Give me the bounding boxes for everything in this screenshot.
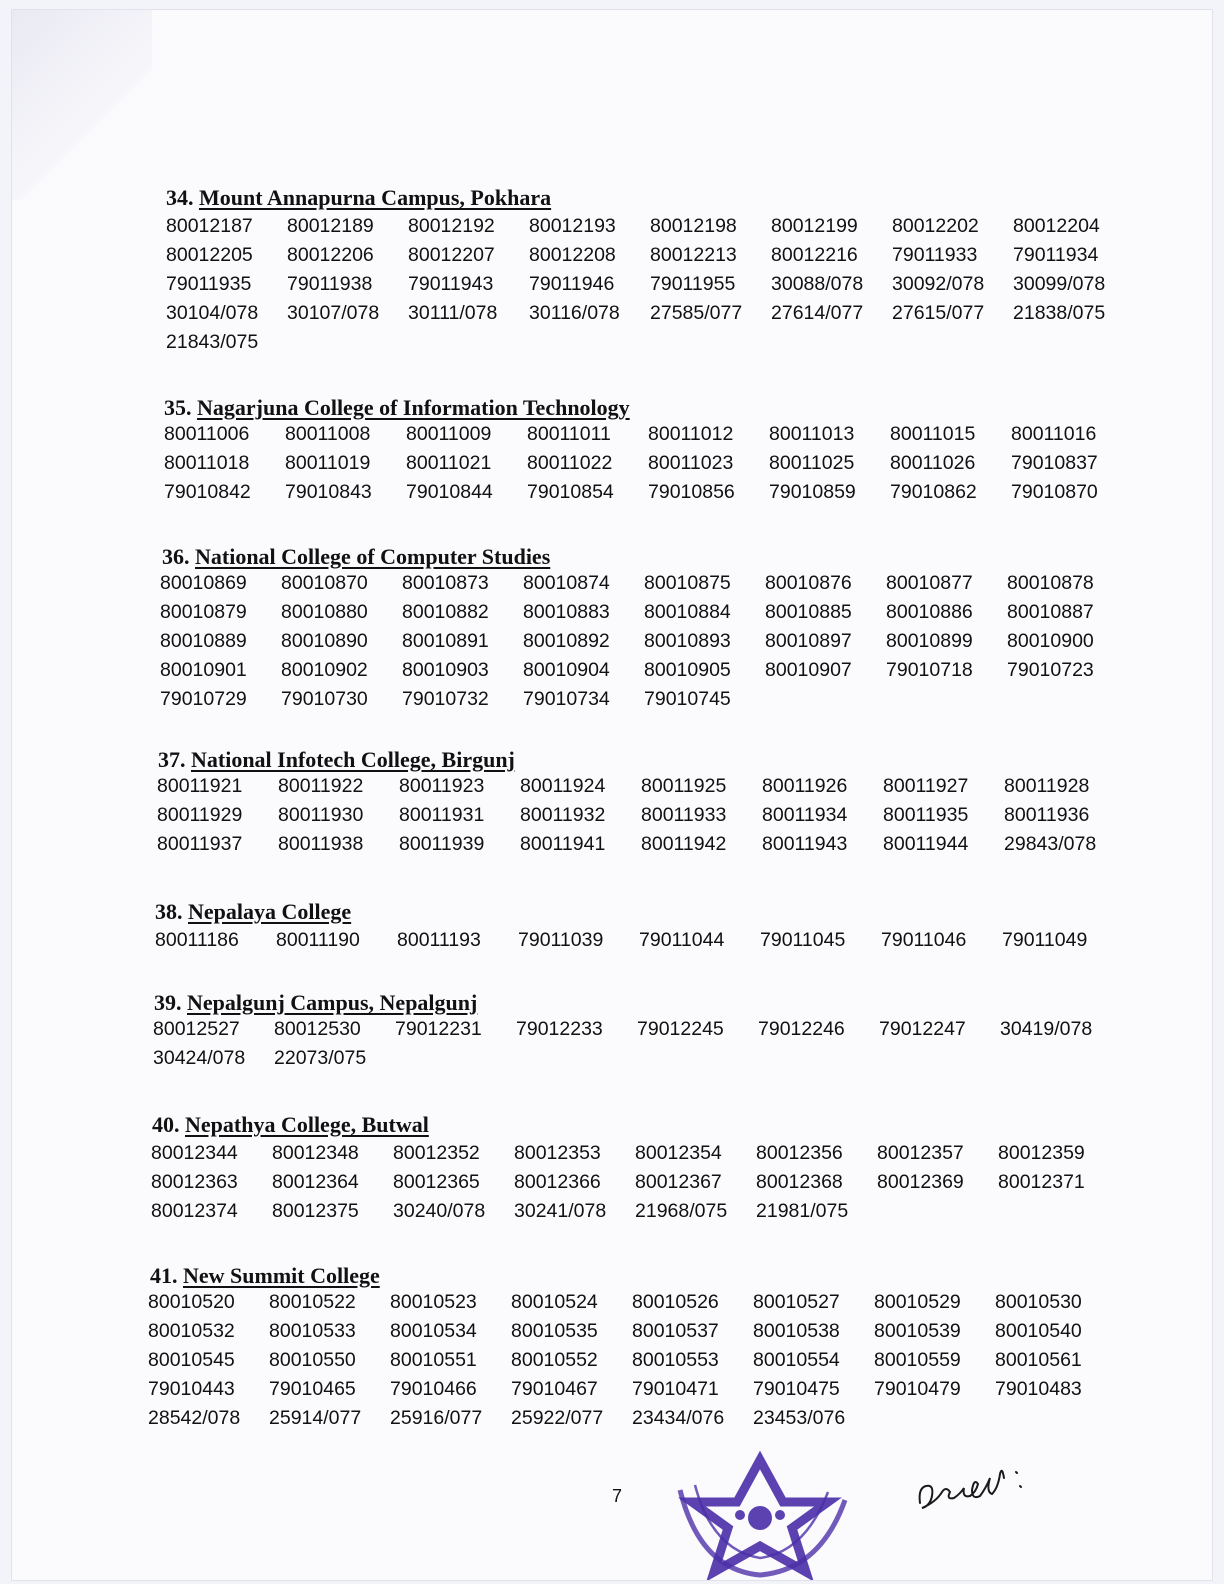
roll-number: 80010885 bbox=[765, 601, 852, 623]
roll-number: 80010537 bbox=[632, 1320, 719, 1342]
roll-number: 80012367 bbox=[635, 1171, 722, 1193]
roll-number: 80012356 bbox=[756, 1142, 843, 1164]
roll-number: 80010876 bbox=[765, 572, 852, 594]
roll-number: 30099/078 bbox=[1013, 273, 1106, 295]
roll-number: 80011009 bbox=[406, 423, 492, 445]
roll-number: 80010553 bbox=[632, 1349, 719, 1371]
section-number: 34. bbox=[166, 185, 194, 210]
section-number: 41. bbox=[150, 1263, 178, 1288]
roll-number: 79010729 bbox=[160, 688, 247, 710]
section-heading bbox=[154, 991, 477, 1015]
roll-number: 80012352 bbox=[393, 1142, 480, 1164]
roll-number: 79012233 bbox=[516, 1018, 603, 1040]
roll-number: 80012359 bbox=[998, 1142, 1085, 1164]
roll-number: 79012231 bbox=[395, 1018, 482, 1040]
roll-number: 80012208 bbox=[529, 244, 616, 266]
roll-number: 80012192 bbox=[408, 215, 495, 237]
roll-number: 27614/077 bbox=[771, 302, 864, 324]
roll-number: 80011932 bbox=[520, 804, 606, 826]
roll-number: 79011039 bbox=[518, 929, 604, 951]
roll-number: 22073/075 bbox=[274, 1047, 367, 1069]
roll-number: 80010903 bbox=[402, 659, 489, 681]
roll-number: 80012205 bbox=[166, 244, 253, 266]
roll-number: 80010523 bbox=[390, 1291, 477, 1313]
roll-number: 79011943 bbox=[408, 273, 494, 295]
roll-number: 80011931 bbox=[399, 804, 485, 826]
section-heading bbox=[166, 186, 551, 210]
roll-number: 80011190 bbox=[276, 929, 360, 951]
roll-number: 30088/078 bbox=[771, 273, 864, 295]
roll-number: 80012366 bbox=[514, 1171, 601, 1193]
section-heading bbox=[152, 1113, 429, 1137]
roll-number: 80011934 bbox=[762, 804, 848, 826]
roll-number: 80010890 bbox=[281, 630, 368, 652]
roll-number: 79011044 bbox=[639, 929, 725, 951]
roll-number: 80010870 bbox=[281, 572, 368, 594]
roll-number: 80011933 bbox=[641, 804, 727, 826]
roll-number: 80010892 bbox=[523, 630, 610, 652]
roll-number: 79010843 bbox=[285, 481, 372, 503]
roll-number: 80010534 bbox=[390, 1320, 477, 1342]
roll-number: 79011045 bbox=[760, 929, 846, 951]
roll-number: 80010545 bbox=[148, 1349, 235, 1371]
roll-number: 79010732 bbox=[402, 688, 489, 710]
roll-number: 80010539 bbox=[874, 1320, 961, 1342]
roll-number: 79010466 bbox=[390, 1378, 477, 1400]
roll-number-grid bbox=[157, 772, 1125, 859]
roll-number: 80010533 bbox=[269, 1320, 356, 1342]
roll-number: 80011941 bbox=[520, 833, 606, 855]
roll-number: 80010561 bbox=[995, 1349, 1082, 1371]
roll-number: 80011011 bbox=[527, 423, 611, 445]
roll-number: 80010873 bbox=[402, 572, 489, 594]
roll-number: 80011926 bbox=[762, 775, 848, 797]
roll-number: 80012530 bbox=[274, 1018, 361, 1040]
roll-number: 80010907 bbox=[765, 659, 852, 681]
roll-number: 79012245 bbox=[637, 1018, 724, 1040]
roll-number: 80010550 bbox=[269, 1349, 356, 1371]
roll-number: 80012193 bbox=[529, 215, 616, 237]
section-number: 35. bbox=[164, 395, 192, 420]
roll-number: 79010730 bbox=[281, 688, 368, 710]
roll-number: 80010529 bbox=[874, 1291, 961, 1313]
roll-number: 80012369 bbox=[877, 1171, 964, 1193]
roll-number: 23453/076 bbox=[753, 1407, 846, 1429]
roll-number: 80010532 bbox=[148, 1320, 235, 1342]
roll-number: 80011925 bbox=[641, 775, 727, 797]
signature bbox=[912, 1448, 1042, 1518]
roll-number: 80010889 bbox=[160, 630, 247, 652]
college-name: Nepalgunj Campus, Nepalgunj bbox=[187, 990, 478, 1015]
roll-number: 79011933 bbox=[892, 244, 978, 266]
roll-number: 79010859 bbox=[769, 481, 856, 503]
section-heading bbox=[164, 396, 630, 420]
roll-number: 30419/078 bbox=[1000, 1018, 1093, 1040]
roll-number: 27585/077 bbox=[650, 302, 743, 324]
roll-number: 80011921 bbox=[157, 775, 243, 797]
roll-number: 80010893 bbox=[644, 630, 731, 652]
roll-number: 80011193 bbox=[397, 929, 481, 951]
roll-number: 80010552 bbox=[511, 1349, 598, 1371]
roll-number: 80010883 bbox=[523, 601, 610, 623]
college-name: Mount Annapurna Campus, Pokhara bbox=[199, 185, 552, 210]
roll-number: 80010899 bbox=[886, 630, 973, 652]
roll-number: 29843/078 bbox=[1004, 833, 1097, 855]
roll-number: 80012187 bbox=[166, 215, 253, 237]
roll-number: 80010559 bbox=[874, 1349, 961, 1371]
section-number: 39. bbox=[154, 990, 182, 1015]
roll-number: 21968/075 bbox=[635, 1200, 728, 1222]
college-name: Nagarjuna College of Information Technology bbox=[197, 395, 630, 420]
roll-number: 79010870 bbox=[1011, 481, 1098, 503]
roll-number-grid bbox=[151, 1139, 1119, 1226]
roll-number-grid bbox=[160, 569, 1128, 714]
roll-number: 80012344 bbox=[151, 1142, 238, 1164]
roll-number: 79011046 bbox=[881, 929, 967, 951]
roll-number: 25914/077 bbox=[269, 1407, 362, 1429]
roll-number: 79010483 bbox=[995, 1378, 1082, 1400]
roll-number: 27615/077 bbox=[892, 302, 985, 324]
roll-number: 30116/078 bbox=[529, 302, 620, 324]
roll-number: 80012204 bbox=[1013, 215, 1100, 237]
roll-number: 80010526 bbox=[632, 1291, 719, 1313]
roll-number: 80012368 bbox=[756, 1171, 843, 1193]
roll-number: 80012207 bbox=[408, 244, 495, 266]
roll-number: 80012363 bbox=[151, 1171, 238, 1193]
roll-number: 80010877 bbox=[886, 572, 973, 594]
roll-number: 80011015 bbox=[890, 423, 976, 445]
roll-number: 25916/077 bbox=[390, 1407, 483, 1429]
roll-number: 80010520 bbox=[148, 1291, 235, 1313]
roll-number: 80012198 bbox=[650, 215, 737, 237]
roll-number: 80011922 bbox=[278, 775, 364, 797]
roll-number: 21981/075 bbox=[756, 1200, 849, 1222]
roll-number: 80010530 bbox=[995, 1291, 1082, 1313]
roll-number: 80011943 bbox=[762, 833, 848, 855]
roll-number: 79011938 bbox=[287, 273, 373, 295]
roll-number: 79012246 bbox=[758, 1018, 845, 1040]
roll-number: 80010869 bbox=[160, 572, 247, 594]
roll-number: 79010723 bbox=[1007, 659, 1094, 681]
roll-number-grid bbox=[164, 420, 1132, 507]
roll-number: 79010471 bbox=[632, 1378, 719, 1400]
roll-number: 80011016 bbox=[1011, 423, 1097, 445]
roll-number: 80010875 bbox=[644, 572, 731, 594]
roll-number: 79011049 bbox=[1002, 929, 1088, 951]
roll-number: 80011930 bbox=[278, 804, 364, 826]
roll-number: 80011936 bbox=[1004, 804, 1090, 826]
roll-number: 80011013 bbox=[769, 423, 855, 445]
roll-number: 28542/078 bbox=[148, 1407, 241, 1429]
roll-number: 80012527 bbox=[153, 1018, 240, 1040]
roll-number: 80010880 bbox=[281, 601, 368, 623]
roll-number: 80012357 bbox=[877, 1142, 964, 1164]
roll-number: 79010745 bbox=[644, 688, 731, 710]
college-name: National College of Computer Studies bbox=[195, 544, 551, 569]
roll-number: 30240/078 bbox=[393, 1200, 486, 1222]
roll-number: 21843/075 bbox=[166, 331, 259, 353]
roll-number: 79012247 bbox=[879, 1018, 966, 1040]
roll-number: 21838/075 bbox=[1013, 302, 1106, 324]
roll-number: 79010718 bbox=[886, 659, 973, 681]
roll-number: 80011929 bbox=[157, 804, 243, 826]
roll-number: 80012199 bbox=[771, 215, 858, 237]
roll-number: 80011025 bbox=[769, 452, 855, 474]
roll-number: 80010535 bbox=[511, 1320, 598, 1342]
section-number: 37. bbox=[158, 747, 186, 772]
roll-number: 80010554 bbox=[753, 1349, 840, 1371]
roll-number: 80011935 bbox=[883, 804, 969, 826]
roll-number: 30424/078 bbox=[153, 1047, 246, 1069]
roll-number: 80012213 bbox=[650, 244, 737, 266]
roll-number: 80010879 bbox=[160, 601, 247, 623]
college-name: New Summit College bbox=[183, 1263, 380, 1288]
college-name: Nepalaya College bbox=[188, 899, 352, 924]
roll-number: 80012375 bbox=[272, 1200, 359, 1222]
roll-number: 79010842 bbox=[164, 481, 251, 503]
page-number: 7 bbox=[612, 1486, 623, 1506]
roll-number: 80011023 bbox=[648, 452, 734, 474]
roll-number-grid bbox=[166, 212, 1134, 357]
roll-number: 80011944 bbox=[883, 833, 969, 855]
roll-number: 79010862 bbox=[890, 481, 977, 503]
roll-number: 80010887 bbox=[1007, 601, 1094, 623]
roll-number: 80011012 bbox=[648, 423, 734, 445]
roll-number: 30092/078 bbox=[892, 273, 985, 295]
official-stamp-seal bbox=[640, 1430, 880, 1580]
college-name: Nepathya College, Butwal bbox=[185, 1112, 429, 1137]
roll-number: 80010904 bbox=[523, 659, 610, 681]
college-name: National Infotech College, Birgunj bbox=[191, 747, 515, 772]
roll-number: 79010465 bbox=[269, 1378, 356, 1400]
roll-number: 80012374 bbox=[151, 1200, 238, 1222]
roll-number: 80011021 bbox=[406, 452, 492, 474]
section-number: 38. bbox=[155, 899, 183, 924]
roll-number: 80011924 bbox=[520, 775, 606, 797]
roll-number: 80010891 bbox=[402, 630, 489, 652]
roll-number: 80011006 bbox=[164, 423, 250, 445]
roll-number: 80011923 bbox=[399, 775, 485, 797]
roll-number: 80012353 bbox=[514, 1142, 601, 1164]
roll-number: 80010538 bbox=[753, 1320, 840, 1342]
roll-number: 79010844 bbox=[406, 481, 493, 503]
roll-number: 80012364 bbox=[272, 1171, 359, 1193]
roll-number: 79010837 bbox=[1011, 452, 1098, 474]
roll-number: 79010475 bbox=[753, 1378, 840, 1400]
roll-number: 80011938 bbox=[278, 833, 364, 855]
roll-number: 80010878 bbox=[1007, 572, 1094, 594]
roll-number: 80010897 bbox=[765, 630, 852, 652]
roll-number: 80012189 bbox=[287, 215, 374, 237]
roll-number: 80012371 bbox=[998, 1171, 1085, 1193]
roll-number: 80011942 bbox=[641, 833, 727, 855]
roll-number: 80011927 bbox=[883, 775, 969, 797]
roll-number: 80010524 bbox=[511, 1291, 598, 1313]
roll-number: 80010884 bbox=[644, 601, 731, 623]
roll-number: 80010902 bbox=[281, 659, 368, 681]
roll-number: 80012202 bbox=[892, 215, 979, 237]
roll-number: 80011022 bbox=[527, 452, 613, 474]
roll-number: 80011937 bbox=[157, 833, 243, 855]
roll-number: 80010901 bbox=[160, 659, 247, 681]
roll-number: 80011008 bbox=[285, 423, 371, 445]
roll-number: 80010900 bbox=[1007, 630, 1094, 652]
roll-number: 80011928 bbox=[1004, 775, 1090, 797]
roll-number-grid bbox=[148, 1288, 1116, 1433]
roll-number: 30104/078 bbox=[166, 302, 259, 324]
roll-number: 30107/078 bbox=[287, 302, 380, 324]
roll-number: 79011955 bbox=[650, 273, 736, 295]
roll-number: 30111/078 bbox=[408, 302, 498, 324]
roll-number: 80011018 bbox=[164, 452, 250, 474]
roll-number-grid bbox=[153, 1015, 1121, 1073]
section-number: 36. bbox=[162, 544, 190, 569]
page-fold-shadow bbox=[12, 10, 152, 200]
section-heading bbox=[162, 545, 550, 569]
roll-number: 80012354 bbox=[635, 1142, 722, 1164]
roll-number: 80012348 bbox=[272, 1142, 359, 1164]
section-heading bbox=[155, 900, 351, 924]
roll-number: 80011019 bbox=[285, 452, 371, 474]
roll-number: 80010905 bbox=[644, 659, 731, 681]
roll-number: 79010443 bbox=[148, 1378, 235, 1400]
roll-number: 80010551 bbox=[390, 1349, 477, 1371]
roll-number: 79010854 bbox=[527, 481, 614, 503]
roll-number: 30241/078 bbox=[514, 1200, 607, 1222]
roll-number: 79010479 bbox=[874, 1378, 961, 1400]
roll-number: 80011026 bbox=[890, 452, 976, 474]
roll-number: 79011934 bbox=[1013, 244, 1099, 266]
roll-number: 80011939 bbox=[399, 833, 485, 855]
roll-number: 80010886 bbox=[886, 601, 973, 623]
roll-number: 25922/077 bbox=[511, 1407, 604, 1429]
roll-number: 23434/076 bbox=[632, 1407, 725, 1429]
roll-number: 79011935 bbox=[166, 273, 252, 295]
section-heading bbox=[150, 1264, 380, 1288]
roll-number: 80010522 bbox=[269, 1291, 356, 1313]
roll-number: 80010874 bbox=[523, 572, 610, 594]
roll-number: 80010527 bbox=[753, 1291, 840, 1313]
section-heading bbox=[158, 748, 515, 772]
roll-number: 79010467 bbox=[511, 1378, 598, 1400]
roll-number: 80011186 bbox=[155, 929, 239, 951]
roll-number: 80012216 bbox=[771, 244, 858, 266]
section-number: 40. bbox=[152, 1112, 180, 1137]
roll-number: 80010882 bbox=[402, 601, 489, 623]
roll-number: 80010540 bbox=[995, 1320, 1082, 1342]
roll-number: 79010856 bbox=[648, 481, 735, 503]
roll-number: 80012206 bbox=[287, 244, 374, 266]
roll-number: 80012365 bbox=[393, 1171, 480, 1193]
roll-number: 79011946 bbox=[529, 273, 615, 295]
roll-number: 79010734 bbox=[523, 688, 610, 710]
roll-number-grid bbox=[155, 926, 1123, 955]
